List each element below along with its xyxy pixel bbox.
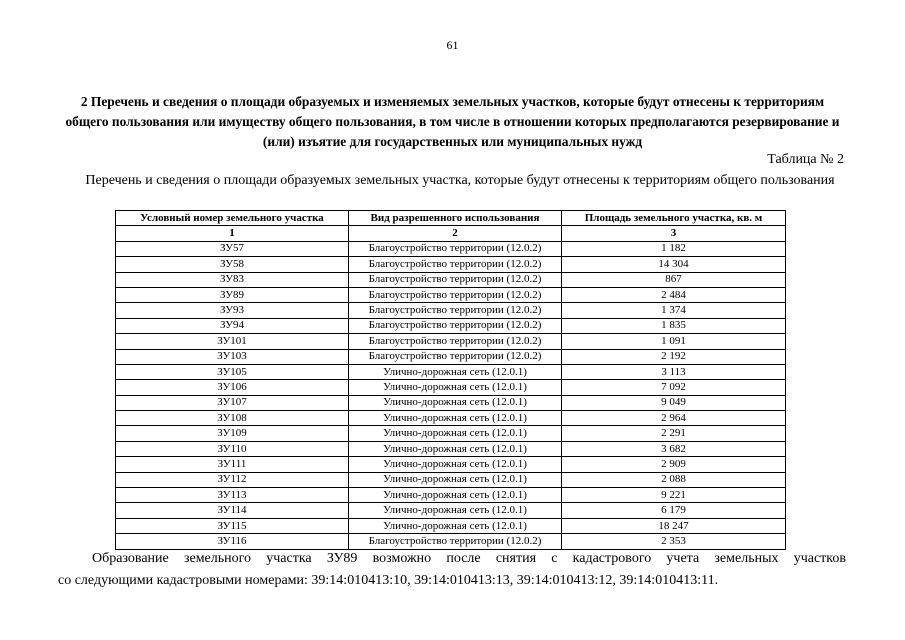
cell-permitted-use: Благоустройство территории (12.0.2) [349, 241, 562, 256]
table-row [116, 349, 786, 364]
note-line-2: со следующими кадастровыми номерами: 39:14:010413:10, 39:14:010413:13, 39:14:010413:12, 39:14:010413:11. [58, 573, 719, 588]
table-row [116, 488, 786, 503]
table-label: Таблица № 2 [767, 152, 844, 167]
cell-permitted-use: Улично-дорожная сеть (12.0.1) [349, 472, 562, 487]
cell-plot-area: 2 484 [562, 287, 786, 302]
cell-permitted-use: Благоустройство территории (12.0.2) [349, 318, 562, 333]
cell-plot-number: ЗУ103 [116, 349, 349, 364]
cell-plot-area: 867 [562, 272, 786, 287]
table-row [116, 534, 786, 549]
cell-permitted-use: Улично-дорожная сеть (12.0.1) [349, 411, 562, 426]
page-number: 61 [446, 38, 459, 52]
cell-plot-area: 2 088 [562, 472, 786, 487]
cell-permitted-use: Улично-дорожная сеть (12.0.1) [349, 488, 562, 503]
table-row [116, 364, 786, 379]
cell-permitted-use: Благоустройство территории (12.0.2) [349, 272, 562, 287]
table-caption: Перечень и сведения о площади образуемых земельных участка, которые будут отнесены к территориям общего пользования [85, 173, 835, 188]
table-row [116, 503, 786, 518]
cell-permitted-use: Улично-дорожная сеть (12.0.1) [349, 364, 562, 379]
cell-permitted-use: Улично-дорожная сеть (12.0.1) [349, 380, 562, 395]
cell-plot-number: ЗУ107 [116, 395, 349, 410]
note-paragraph [58, 548, 846, 592]
table-row [116, 411, 786, 426]
cell-plot-area: 1 374 [562, 303, 786, 318]
cell-plot-number: ЗУ114 [116, 503, 349, 518]
section-title: 2 Перечень и сведения о площади образуемых и изменяемых земельных участков, которые будут отнесены к территориям общего пользования или имуществу общего пользования, в том числе в отношении которых предполагаются резервирование и (или) изъятие для государственных или муниципальных нужд [65, 94, 840, 149]
table-row [116, 518, 786, 533]
cell-permitted-use: Улично-дорожная сеть (12.0.1) [349, 518, 562, 533]
cell-plot-number: ЗУ113 [116, 488, 349, 503]
table-header-row [116, 211, 786, 226]
table-row [116, 272, 786, 287]
cell-plot-number: ЗУ89 [116, 287, 349, 302]
table-row [116, 287, 786, 302]
header-plot-number: Условный номер земельного участка [116, 211, 349, 226]
cell-plot-number: ЗУ57 [116, 241, 349, 256]
table-row [116, 241, 786, 256]
header-permitted-use: Вид разрешенного использования [349, 211, 562, 226]
table-row [116, 441, 786, 456]
table-row [116, 318, 786, 333]
table-row [116, 457, 786, 472]
cell-plot-number: ЗУ112 [116, 472, 349, 487]
cell-plot-area: 1 091 [562, 334, 786, 349]
cell-permitted-use: Улично-дорожная сеть (12.0.1) [349, 503, 562, 518]
cell-plot-area: 6 179 [562, 503, 786, 518]
cell-plot-number: ЗУ105 [116, 364, 349, 379]
cell-plot-area: 2 353 [562, 534, 786, 549]
cell-plot-number: ЗУ110 [116, 441, 349, 456]
cell-plot-number: ЗУ83 [116, 272, 349, 287]
cell-plot-area: 3 113 [562, 364, 786, 379]
cell-plot-number: ЗУ94 [116, 318, 349, 333]
cell-permitted-use: Благоустройство территории (12.0.2) [349, 349, 562, 364]
cell-plot-area: 18 247 [562, 518, 786, 533]
land-plots-table [115, 210, 786, 550]
column-number-3: 3 [562, 226, 786, 241]
cell-plot-number: ЗУ116 [116, 534, 349, 549]
cell-permitted-use: Улично-дорожная сеть (12.0.1) [349, 441, 562, 456]
cell-plot-number: ЗУ115 [116, 518, 349, 533]
cell-plot-area: 2 291 [562, 426, 786, 441]
table-row [116, 380, 786, 395]
table-column-numbers-row [116, 226, 786, 241]
cell-plot-area: 3 682 [562, 441, 786, 456]
cell-plot-area: 2 964 [562, 411, 786, 426]
note-line-1: Образование земельного участка ЗУ89 возможно после снятия с кадастрового учета земельных участков [92, 551, 846, 566]
cell-plot-area: 1 835 [562, 318, 786, 333]
cell-plot-area: 1 182 [562, 241, 786, 256]
cell-permitted-use: Благоустройство территории (12.0.2) [349, 303, 562, 318]
cell-plot-area: 9 049 [562, 395, 786, 410]
cell-plot-number: ЗУ111 [116, 457, 349, 472]
cell-plot-number: ЗУ101 [116, 334, 349, 349]
cell-plot-number: ЗУ108 [116, 411, 349, 426]
column-number-1: 1 [116, 226, 349, 241]
table-row [116, 472, 786, 487]
cell-plot-number: ЗУ58 [116, 257, 349, 272]
cell-plot-number: ЗУ106 [116, 380, 349, 395]
table-row [116, 426, 786, 441]
cell-permitted-use: Благоустройство территории (12.0.2) [349, 287, 562, 302]
cell-permitted-use: Благоустройство территории (12.0.2) [349, 334, 562, 349]
cell-permitted-use: Улично-дорожная сеть (12.0.1) [349, 457, 562, 472]
cell-plot-area: 14 304 [562, 257, 786, 272]
header-plot-area: Площадь земельного участка, кв. м [562, 211, 786, 226]
cell-permitted-use: Улично-дорожная сеть (12.0.1) [349, 395, 562, 410]
table-row [116, 257, 786, 272]
table-row [116, 303, 786, 318]
cell-plot-area: 7 092 [562, 380, 786, 395]
table-row [116, 395, 786, 410]
table-row [116, 334, 786, 349]
cell-permitted-use: Улично-дорожная сеть (12.0.1) [349, 426, 562, 441]
cell-permitted-use: Благоустройство территории (12.0.2) [349, 257, 562, 272]
cell-plot-area: 2 192 [562, 349, 786, 364]
table-body [116, 241, 786, 549]
cell-plot-area: 9 221 [562, 488, 786, 503]
cell-plot-number: ЗУ109 [116, 426, 349, 441]
cell-plot-area: 2 909 [562, 457, 786, 472]
column-number-2: 2 [349, 226, 562, 241]
cell-plot-number: ЗУ93 [116, 303, 349, 318]
cell-permitted-use: Благоустройство территории (12.0.2) [349, 534, 562, 549]
